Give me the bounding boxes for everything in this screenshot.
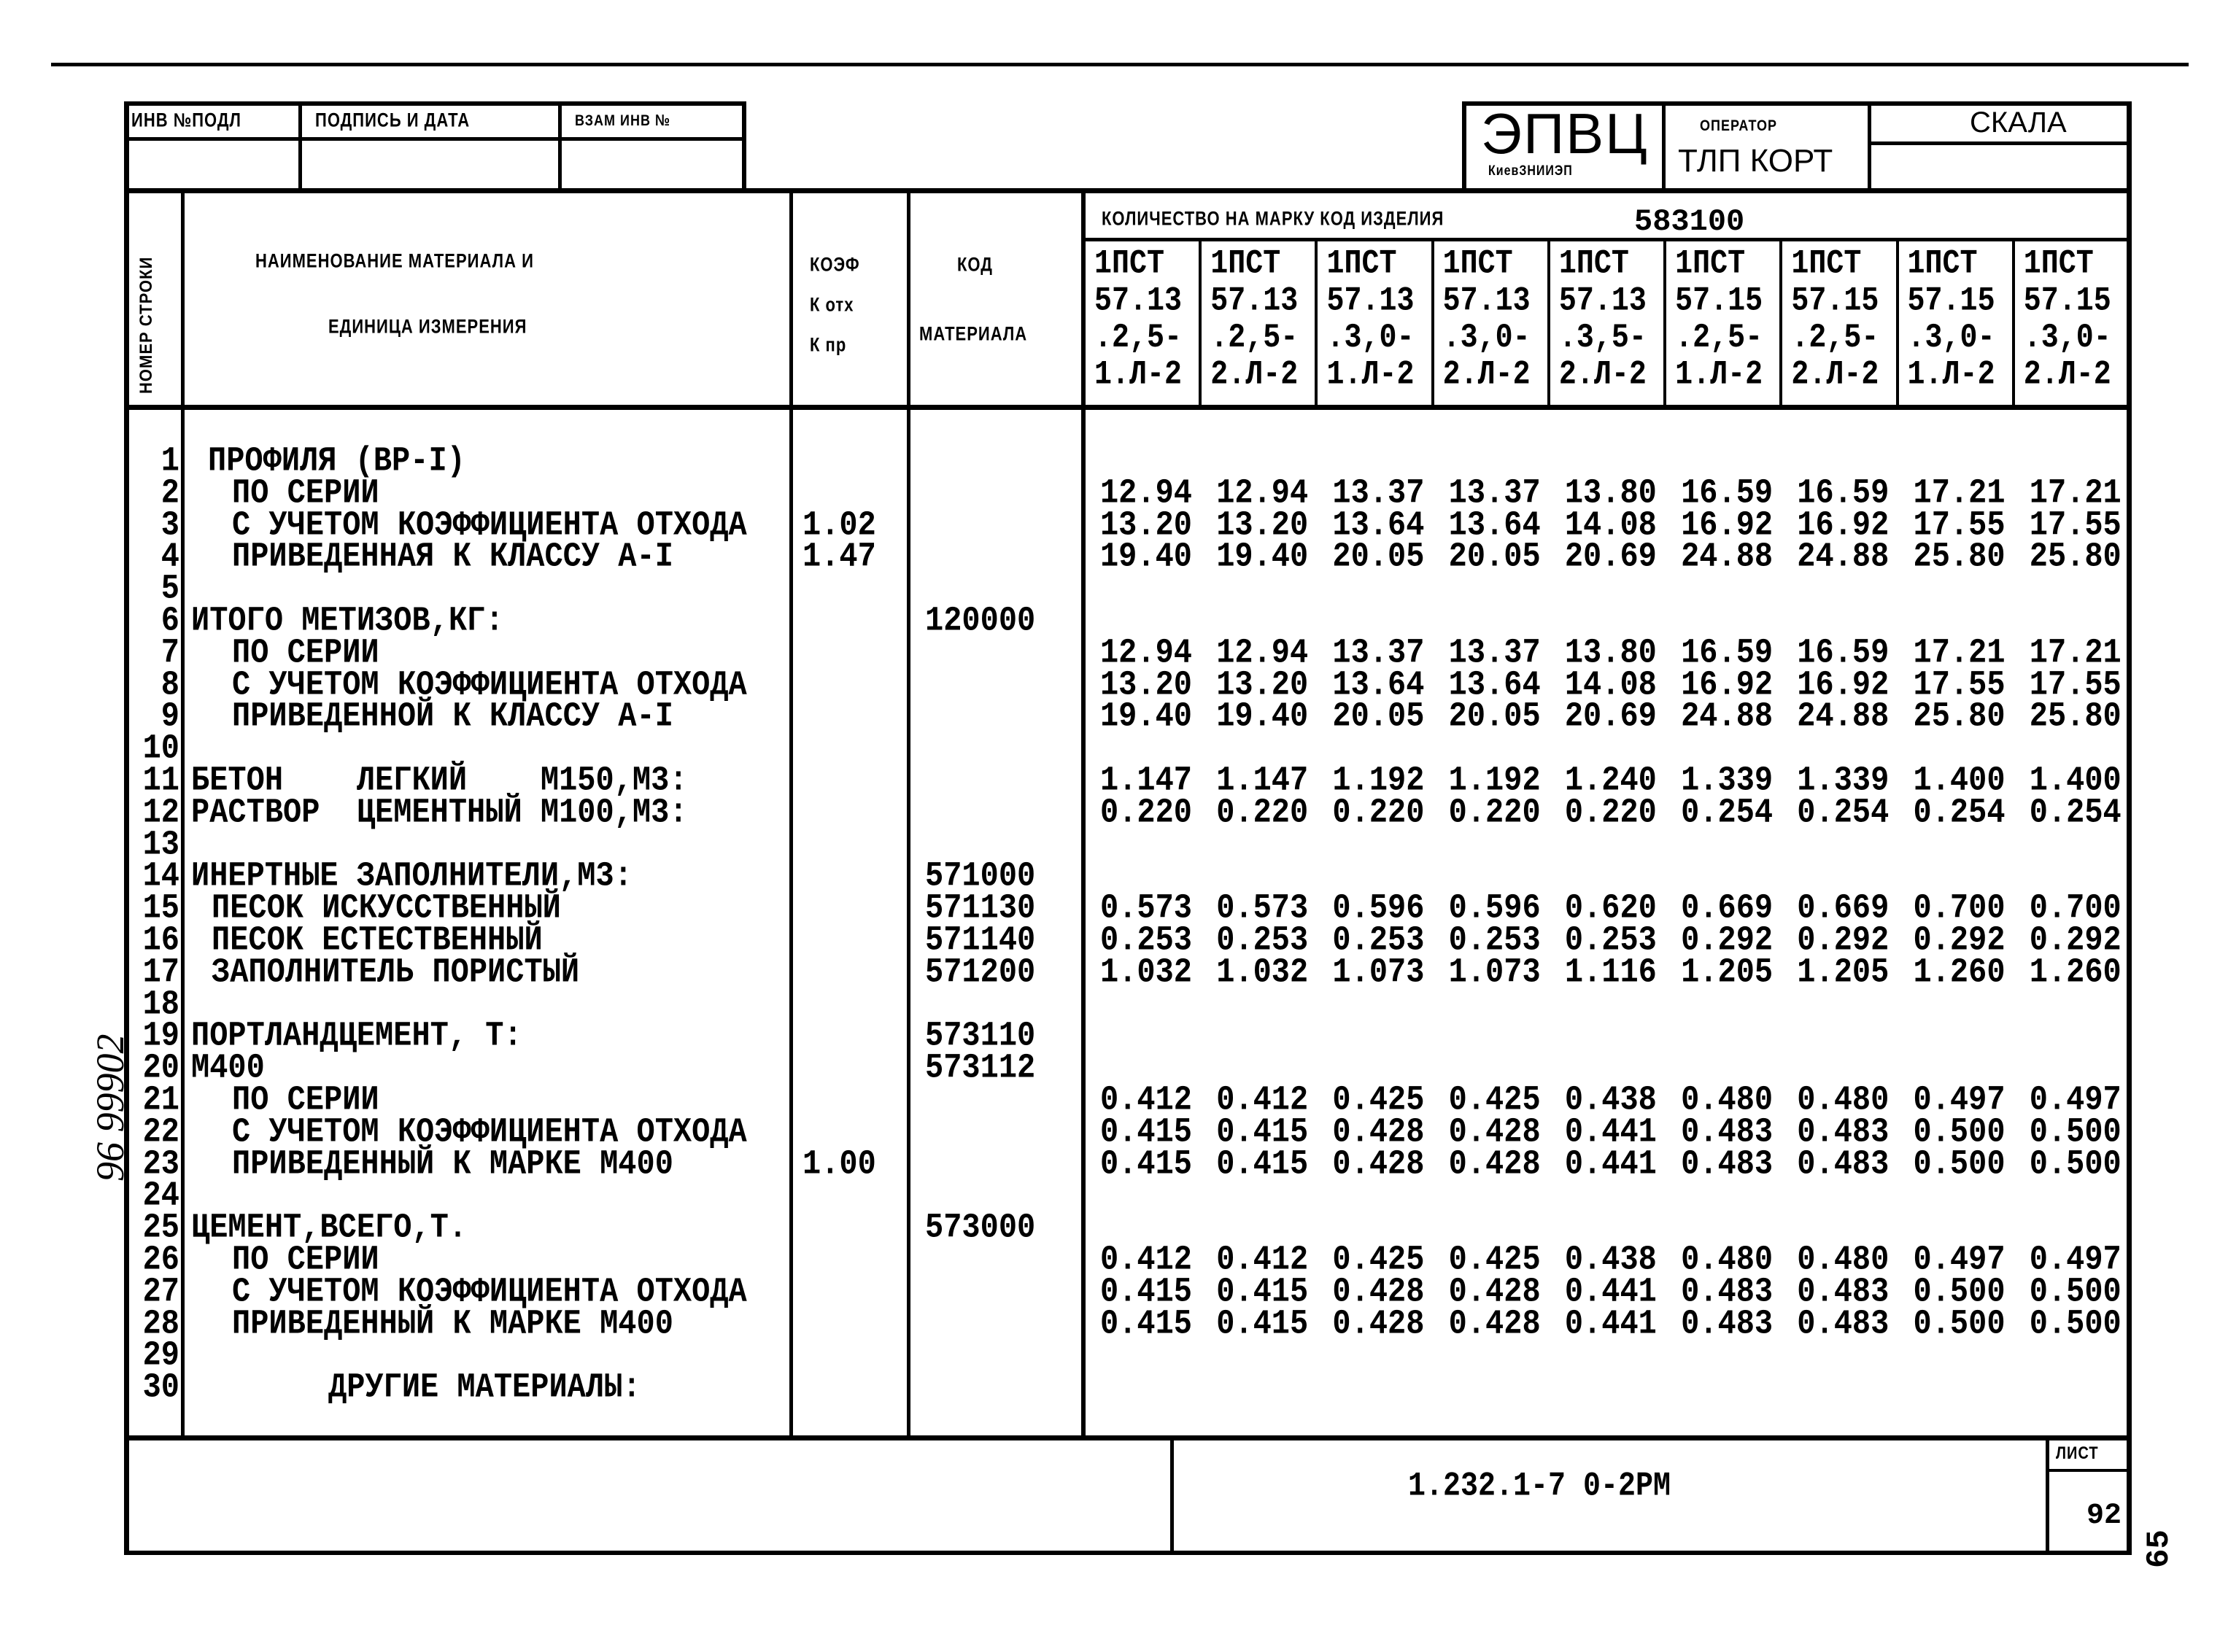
quantity-value: 17.55 <box>2029 505 2122 545</box>
quantity-value: 0.428 <box>1332 1271 1425 1311</box>
table-row <box>0 505 2220 545</box>
table-row <box>0 1144 2220 1184</box>
quantity-value: 0.483 <box>1797 1303 1890 1343</box>
quantity-value: 16.92 <box>1681 664 1774 705</box>
quantity-value: 0.254 <box>1681 792 1774 832</box>
stamp-label-replace: ВЗАМ ИНВ № <box>575 111 671 129</box>
quantity-value: 1.400 <box>1913 761 2006 800</box>
quantity-value: 25.80 <box>1913 697 2006 737</box>
quantity-value: 0.700 <box>2029 888 2122 928</box>
quantity-value: 0.438 <box>1564 1080 1657 1120</box>
material-name: РАСТВОР ЦЕМЕНТНЫЙ М100,М3: <box>191 792 688 832</box>
material-name: ПРОФИЛЯ (ВР-I) <box>208 441 465 481</box>
column-header: 1ПСТ 57.15 .2,5- 1.Л-2 <box>1675 245 1763 395</box>
quantity-value: 24.88 <box>1797 697 1890 737</box>
row-number: 18 <box>142 984 179 1024</box>
quantity-value: 0.415 <box>1099 1112 1192 1152</box>
quantity-value: 19.40 <box>1099 697 1192 737</box>
quantity-value: 0.500 <box>2029 1144 2122 1184</box>
coefficient: 1.47 <box>802 537 876 577</box>
stamp-label-inv: ИНВ №ПОДЛ <box>131 109 241 131</box>
table-row <box>0 1016 2220 1056</box>
quantity-value: 1.240 <box>1564 761 1657 800</box>
row-number: 19 <box>142 1016 179 1056</box>
stamp-label-signature: ПОДПИСЬ И ДАТА <box>315 109 471 131</box>
margin-note-left: 96 99902 <box>88 1034 132 1182</box>
material-code: 571130 <box>925 888 1036 928</box>
quantity-value: 0.425 <box>1448 1080 1541 1120</box>
quantity-value: 20.69 <box>1564 697 1657 737</box>
quantity-value: 16.59 <box>1681 473 1774 513</box>
quantity-value: 0.254 <box>1797 792 1890 832</box>
quantity-value: 0.700 <box>1913 888 2006 928</box>
row-number: 4 <box>160 537 179 577</box>
table-row <box>0 761 2220 800</box>
quantity-value: 19.40 <box>1099 537 1192 577</box>
quantity-value: 17.21 <box>1913 632 2006 672</box>
row-number: 5 <box>160 569 179 609</box>
row-number: 23 <box>142 1144 179 1184</box>
material-name: ПЕСОК ИСКУССТВЕННЫЙ <box>212 888 561 928</box>
table-row <box>0 888 2220 928</box>
header-coef-line3: К пр <box>810 333 847 356</box>
table-row <box>0 1048 2220 1088</box>
material-name: ПРИВЕДЕННОЙ К КЛАССУ А-I <box>232 697 673 737</box>
row-number: 12 <box>142 792 179 832</box>
quantity-value: 12.94 <box>1099 473 1192 513</box>
table-row <box>0 664 2220 705</box>
quantity-value: 0.596 <box>1448 888 1541 928</box>
quantity-value: 0.483 <box>1681 1303 1774 1343</box>
row-number: 8 <box>160 664 179 705</box>
quantity-value: 0.292 <box>1681 920 1774 960</box>
quantity-value: 0.500 <box>2029 1112 2122 1152</box>
quantity-value: 17.55 <box>2029 664 2122 705</box>
quantity-value: 0.480 <box>1797 1080 1890 1120</box>
coefficient: 1.02 <box>802 505 876 545</box>
quantity-value: 0.438 <box>1564 1240 1657 1279</box>
quantity-value: 1.192 <box>1332 761 1425 800</box>
row-number: 3 <box>160 505 179 545</box>
quantity-value: 13.20 <box>1216 664 1309 705</box>
column-divider <box>1199 239 1202 407</box>
quantity-value: 0.220 <box>1332 792 1425 832</box>
material-name: ПОРТЛАНДЦЕМЕНТ, Т: <box>191 1016 522 1056</box>
header-coef-line1: КОЭФ <box>810 253 860 276</box>
table-row <box>0 1208 2220 1248</box>
quantity-value: 0.500 <box>1913 1144 2006 1184</box>
quantity-value: 0.480 <box>1681 1240 1774 1279</box>
document-code: 1.232.1-7 0-2РМ <box>1408 1467 1671 1506</box>
material-name: ЦЕМЕНТ,ВСЕГО,Т. <box>191 1208 468 1248</box>
row-number: 15 <box>142 888 179 928</box>
quantity-value: 20.05 <box>1332 697 1425 737</box>
table-row <box>0 1080 2220 1120</box>
row-number: 29 <box>142 1335 179 1376</box>
material-code: 120000 <box>925 601 1036 640</box>
quantity-value: 0.428 <box>1448 1112 1541 1152</box>
quantity-value: 0.425 <box>1448 1240 1541 1279</box>
quantity-value: 0.425 <box>1332 1240 1425 1279</box>
quantity-value: 0.253 <box>1448 920 1541 960</box>
row-number: 17 <box>142 952 179 992</box>
table-row <box>0 984 2220 1024</box>
row-number: 6 <box>160 601 179 640</box>
quantity-value: 1.339 <box>1797 761 1890 800</box>
sheet-label: ЛИСТ <box>2056 1443 2099 1464</box>
quantity-value: 13.80 <box>1564 473 1657 513</box>
quantity-value: 1.116 <box>1564 952 1657 992</box>
quantity-value: 0.292 <box>1797 920 1890 960</box>
quantity-value: 16.92 <box>1797 664 1890 705</box>
header-code-line2: МАТЕРИАЛА <box>919 322 1028 345</box>
column-divider <box>2012 239 2015 407</box>
quantity-value: 20.05 <box>1448 537 1541 577</box>
quantity-value: 0.412 <box>1216 1080 1309 1120</box>
column-header: 1ПСТ 57.15 .3,0- 1.Л-2 <box>1907 245 1995 395</box>
quantity-value: 0.254 <box>2029 792 2122 832</box>
column-divider <box>1896 239 1899 407</box>
column-header: 1ПСТ 57.15 .2,5- 2.Л-2 <box>1791 245 1879 395</box>
quantity-value: 0.412 <box>1099 1080 1192 1120</box>
quantity-value: 0.253 <box>1216 920 1309 960</box>
quantity-value: 0.480 <box>1681 1080 1774 1120</box>
header-name-line2: ЕДИНИЦА ИЗМЕРЕНИЯ <box>328 315 527 338</box>
quantity-value: 1.260 <box>1913 952 2006 992</box>
top-rule <box>51 63 2189 66</box>
table-row <box>0 920 2220 960</box>
header-name-line1: НАИМЕНОВАНИЕ МАТЕРИАЛА И <box>255 249 534 272</box>
quantity-value: 0.425 <box>1332 1080 1425 1120</box>
quantity-value: 19.40 <box>1216 537 1309 577</box>
quantity-value: 1.192 <box>1448 761 1541 800</box>
quantity-value: 13.80 <box>1564 632 1657 672</box>
column-header: 1ПСТ 57.13 .2,5- 2.Л-2 <box>1210 245 1299 395</box>
material-code: 571200 <box>925 952 1036 992</box>
material-name: ПРИВЕДЕННЫЙ К МАРКЕ М400 <box>232 1144 673 1184</box>
table-row <box>0 1303 2220 1343</box>
table-row <box>0 824 2220 864</box>
header-row-number: НОМЕР СТРОКИ <box>136 256 156 394</box>
header-product-code: 583100 <box>1634 204 1745 239</box>
material-code: 573112 <box>925 1048 1036 1088</box>
quantity-value: 17.21 <box>1913 473 2006 513</box>
row-number: 1 <box>160 441 179 481</box>
row-number: 22 <box>142 1112 179 1152</box>
quantity-value: 0.253 <box>1564 920 1657 960</box>
quantity-value: 0.415 <box>1099 1303 1192 1343</box>
quantity-value: 16.59 <box>1797 473 1890 513</box>
quantity-value: 25.80 <box>2029 697 2122 737</box>
quantity-value: 16.92 <box>1681 505 1774 545</box>
quantity-value: 0.220 <box>1564 792 1657 832</box>
table-row <box>0 1368 2220 1408</box>
material-code: 573110 <box>925 1016 1036 1056</box>
table-row <box>0 856 2220 896</box>
quantity-value: 13.64 <box>1448 505 1541 545</box>
material-code: 573000 <box>925 1208 1036 1248</box>
quantity-value: 0.441 <box>1564 1303 1657 1343</box>
row-number: 24 <box>142 1176 179 1216</box>
quantity-value: 13.64 <box>1448 664 1541 705</box>
quantity-value: 13.37 <box>1332 473 1425 513</box>
quantity-value: 24.88 <box>1681 537 1774 577</box>
row-number: 10 <box>142 729 179 769</box>
quantity-value: 0.253 <box>1099 920 1192 960</box>
material-name: ИТОГО МЕТИЗОВ,КГ: <box>191 601 504 640</box>
quantity-value: 1.032 <box>1216 952 1309 992</box>
column-header: 1ПСТ 57.13 .3,0- 1.Л-2 <box>1326 245 1415 395</box>
table-row <box>0 537 2220 577</box>
operator-value: ТЛП КОРТ <box>1678 143 1833 179</box>
quantity-value: 0.497 <box>2029 1080 2122 1120</box>
quantity-value: 1.032 <box>1099 952 1192 992</box>
header-code-line1: КОД <box>957 253 993 276</box>
column-header: 1ПСТ 57.13 .3,5- 2.Л-2 <box>1558 245 1647 395</box>
quantity-value: 19.40 <box>1216 697 1309 737</box>
material-name: ПО СЕРИИ <box>232 1240 379 1279</box>
table-row <box>0 1271 2220 1311</box>
material-name: ПЕСОК ЕСТЕСТВЕННЫЙ <box>212 920 543 960</box>
quantity-value: 0.428 <box>1332 1303 1425 1343</box>
table-row <box>0 1112 2220 1152</box>
quantity-value: 0.497 <box>2029 1240 2122 1279</box>
quantity-value: 13.64 <box>1332 664 1425 705</box>
quantity-value: 17.55 <box>1913 664 2006 705</box>
row-number: 11 <box>142 761 179 800</box>
quantity-value: 16.59 <box>1681 632 1774 672</box>
quantity-value: 0.415 <box>1099 1271 1192 1311</box>
quantity-value: 0.441 <box>1564 1144 1657 1184</box>
quantity-value: 1.073 <box>1332 952 1425 992</box>
column-header: 1ПСТ 57.15 .3,0- 2.Л-2 <box>2023 245 2111 395</box>
table-row <box>0 1240 2220 1279</box>
coefficient: 1.00 <box>802 1144 876 1184</box>
quantity-value: 1.205 <box>1797 952 1890 992</box>
column-divider <box>1779 239 1782 407</box>
material-name: М400 <box>191 1048 265 1088</box>
quantity-value: 0.412 <box>1099 1240 1192 1279</box>
material-name: ИНЕРТНЫЕ ЗАПОЛНИТЕЛИ,М3: <box>191 856 633 896</box>
quantity-value: 1.147 <box>1099 761 1192 800</box>
quantity-value: 0.220 <box>1216 792 1309 832</box>
table-row <box>0 697 2220 737</box>
table-row <box>0 952 2220 992</box>
quantity-value: 0.483 <box>1681 1271 1774 1311</box>
table-row <box>0 729 2220 769</box>
quantity-value: 0.253 <box>1332 920 1425 960</box>
material-name: ПРИВЕДЕННАЯ К КЛАССУ А-I <box>232 537 673 577</box>
column-divider <box>1315 239 1318 407</box>
quantity-value: 0.500 <box>2029 1271 2122 1311</box>
quantity-value: 0.412 <box>1216 1240 1309 1279</box>
quantity-value: 12.94 <box>1099 632 1192 672</box>
quantity-value: 0.428 <box>1448 1144 1541 1184</box>
quantity-value: 0.497 <box>1913 1080 2006 1120</box>
quantity-value: 0.441 <box>1564 1271 1657 1311</box>
quantity-value: 0.415 <box>1216 1112 1309 1152</box>
row-number: 28 <box>142 1303 179 1343</box>
quantity-value: 0.573 <box>1216 888 1309 928</box>
quantity-value: 0.415 <box>1099 1144 1192 1184</box>
material-name: ПО СЕРИИ <box>232 1080 379 1120</box>
material-name: С УЧЕТОМ КОЭФФИЦИЕНТА ОТХОДА <box>232 505 747 545</box>
quantity-value: 0.428 <box>1332 1112 1425 1152</box>
quantity-value: 16.59 <box>1797 632 1890 672</box>
material-code: 571000 <box>925 856 1036 896</box>
quantity-value: 1.073 <box>1448 952 1541 992</box>
quantity-value: 0.669 <box>1681 888 1774 928</box>
row-number: 9 <box>160 697 179 737</box>
quantity-value: 0.596 <box>1332 888 1425 928</box>
quantity-value: 0.292 <box>1913 920 2006 960</box>
material-name: БЕТОН ЛЕГКИЙ М150,М3: <box>191 761 688 800</box>
quantity-value: 13.37 <box>1332 632 1425 672</box>
quantity-value: 0.428 <box>1448 1303 1541 1343</box>
quantity-value: 0.500 <box>1913 1303 2006 1343</box>
quantity-value: 0.220 <box>1448 792 1541 832</box>
table-row <box>0 473 2220 513</box>
row-number: 14 <box>142 856 179 896</box>
row-number: 13 <box>142 824 179 864</box>
quantity-value: 0.500 <box>1913 1271 2006 1311</box>
quantity-value: 12.94 <box>1216 632 1309 672</box>
quantity-value: 0.483 <box>1681 1144 1774 1184</box>
quantity-value: 17.55 <box>1913 505 2006 545</box>
row-number: 30 <box>142 1368 179 1408</box>
header-coef-line2: К отх <box>810 293 854 316</box>
quantity-value: 0.415 <box>1216 1271 1309 1311</box>
quantity-value: 14.08 <box>1564 505 1657 545</box>
column-divider <box>1663 239 1666 407</box>
material-name: ПРИВЕДЕННЫЙ К МАРКЕ М400 <box>232 1303 673 1343</box>
quantity-value: 0.415 <box>1216 1303 1309 1343</box>
table-row <box>0 569 2220 609</box>
table-row <box>0 441 2220 481</box>
quantity-value: 1.205 <box>1681 952 1774 992</box>
quantity-value: 13.37 <box>1448 632 1541 672</box>
quantity-value: 1.400 <box>2029 761 2122 800</box>
quantity-value: 25.80 <box>2029 537 2122 577</box>
quantity-value: 0.483 <box>1797 1144 1890 1184</box>
system-name: СКАЛА <box>1970 106 2067 139</box>
table-row <box>0 601 2220 640</box>
material-name: С УЧЕТОМ КОЭФФИЦИЕНТА ОТХОДА <box>232 1112 747 1152</box>
material-name: С УЧЕТОМ КОЭФФИЦИЕНТА ОТХОДА <box>232 664 747 705</box>
quantity-value: 13.37 <box>1448 473 1541 513</box>
quantity-value: 12.94 <box>1216 473 1309 513</box>
quantity-value: 0.428 <box>1332 1144 1425 1184</box>
quantity-value: 17.21 <box>2029 632 2122 672</box>
quantity-value: 20.05 <box>1332 537 1425 577</box>
quantity-value: 24.88 <box>1681 697 1774 737</box>
row-number: 16 <box>142 920 179 960</box>
column-header: 1ПСТ 57.13 .2,5- 1.Л-2 <box>1094 245 1183 395</box>
quantity-value: 0.500 <box>1913 1112 2006 1152</box>
column-header: 1ПСТ 57.13 .3,0- 2.Л-2 <box>1442 245 1531 395</box>
quantity-value: 13.20 <box>1099 505 1192 545</box>
column-divider <box>1431 239 1434 407</box>
quantity-value: 0.480 <box>1797 1240 1890 1279</box>
quantity-value: 0.220 <box>1099 792 1192 832</box>
header-quantity-label: КОЛИЧЕСТВО НА МАРКУ КОД ИЗДЕЛИЯ <box>1102 207 1444 230</box>
margin-note-right: 65 <box>2141 1529 2178 1568</box>
quantity-value: 0.428 <box>1448 1271 1541 1311</box>
row-number: 25 <box>142 1208 179 1248</box>
quantity-value: 0.292 <box>2029 920 2122 960</box>
row-number: 26 <box>142 1240 179 1279</box>
row-number: 27 <box>142 1271 179 1311</box>
row-number: 20 <box>142 1048 179 1088</box>
table-row <box>0 1335 2220 1376</box>
table-row <box>0 632 2220 672</box>
quantity-value: 0.441 <box>1564 1112 1657 1152</box>
operator-label: ОПЕРАТОР <box>1700 116 1778 134</box>
org-sub: КиевЗНИИЭП <box>1488 163 1573 179</box>
table-row <box>0 792 2220 832</box>
quantity-value: 1.260 <box>2029 952 2122 992</box>
quantity-value: 13.20 <box>1216 505 1309 545</box>
table-row <box>0 1176 2220 1216</box>
quantity-value: 14.08 <box>1564 664 1657 705</box>
quantity-value: 0.483 <box>1797 1271 1890 1311</box>
row-number: 2 <box>160 473 179 513</box>
quantity-value: 0.254 <box>1913 792 2006 832</box>
quantity-value: 20.05 <box>1448 697 1541 737</box>
quantity-value: 0.500 <box>2029 1303 2122 1343</box>
quantity-value: 0.497 <box>1913 1240 2006 1279</box>
quantity-value: 1.147 <box>1216 761 1309 800</box>
material-name: ПО СЕРИИ <box>232 473 379 513</box>
quantity-value: 20.69 <box>1564 537 1657 577</box>
column-divider <box>1547 239 1550 407</box>
org-logo: ЭПВЦ <box>1481 101 1649 166</box>
material-name: С УЧЕТОМ КОЭФФИЦИЕНТА ОТХОДА <box>232 1271 747 1311</box>
material-name: ПО СЕРИИ <box>232 632 379 672</box>
quantity-value: 25.80 <box>1913 537 2006 577</box>
row-number: 21 <box>142 1080 179 1120</box>
quantity-value: 0.669 <box>1797 888 1890 928</box>
material-name: ЗАПОЛНИТЕЛЬ ПОРИСТЫЙ <box>212 952 580 992</box>
row-number: 7 <box>160 632 179 672</box>
quantity-value: 16.92 <box>1797 505 1890 545</box>
quantity-value: 17.21 <box>2029 473 2122 513</box>
quantity-value: 0.573 <box>1099 888 1192 928</box>
quantity-value: 24.88 <box>1797 537 1890 577</box>
quantity-value: 0.620 <box>1564 888 1657 928</box>
quantity-value: 0.483 <box>1681 1112 1774 1152</box>
quantity-value: 13.64 <box>1332 505 1425 545</box>
quantity-value: 0.415 <box>1216 1144 1309 1184</box>
quantity-value: 1.339 <box>1681 761 1774 800</box>
material-code: 571140 <box>925 920 1036 960</box>
material-name: ДРУГИЕ МАТЕРИАЛЫ: <box>328 1368 641 1408</box>
sheet-number: 92 <box>2086 1500 2122 1532</box>
quantity-value: 0.483 <box>1797 1112 1890 1152</box>
quantity-value: 13.20 <box>1099 664 1192 705</box>
